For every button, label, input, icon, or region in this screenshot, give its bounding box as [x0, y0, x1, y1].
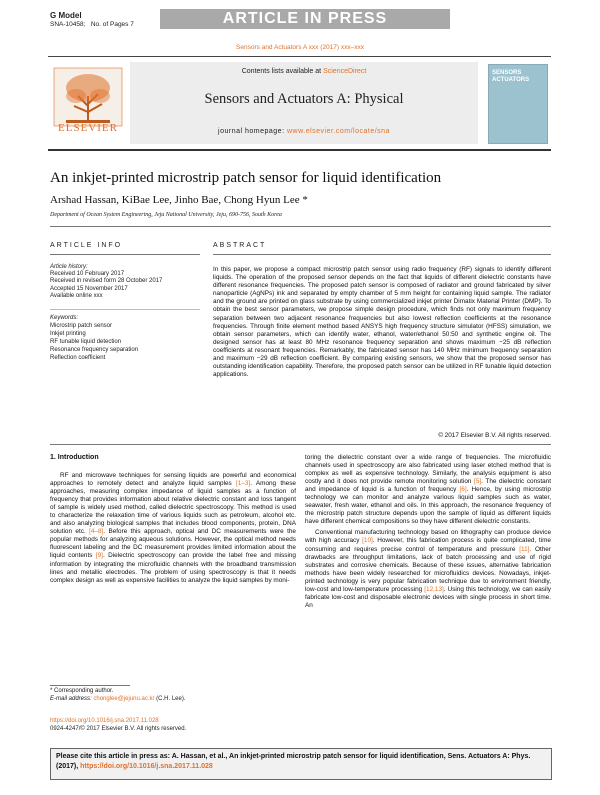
text-run: . Among these approaches, measuring complex impedance of liquid samples as a function of frequency that provides information about relative dielectric constant and loss tangent of sample is widely used method, called dielectric spectroscopy. This method is used to characterize the relaxation time of various liquids such as petroleum, alcohol etc. and also analyzing biological samples that includes blood components, protein, DNA solution etc. [50, 480, 296, 536]
page-count: No. of Pages 7 [90, 20, 134, 28]
model-label: G Model [50, 11, 82, 20]
article-title: An inkjet-printed microstrip patch sensor for liquid identification [50, 170, 442, 186]
reference-link[interactable]: [5] [474, 478, 482, 486]
author-list: Arshad Hassan, KiBae Lee, Jinho Bae, Chong Hyun Lee * [50, 194, 308, 206]
doi-block [50, 718, 310, 733]
paragraph [50, 472, 296, 585]
abstract-rule [213, 254, 551, 255]
email-suffix: (C.H. Lee). [154, 695, 186, 702]
keyword-item: RF tunable liquid detection [50, 339, 122, 345]
citation-box [50, 748, 552, 780]
text-run: toring the dielectric constant over a wide range of frequencies. The microfluidic channels used in spectroscopy are also fabricated using laser etched method that is complex as well as expensive technology. Similarly, the analysis equipment is also costly and it does not provide remote monitoring solution [305, 454, 551, 486]
affiliation: Department of Ocean System Engineering, Jeju National University, Jeju, 690-756, South Korea [50, 212, 282, 218]
paragraph [305, 529, 551, 609]
keyword-item: Microstrip patch sensor [50, 323, 113, 329]
footnote [50, 688, 310, 703]
reference-link[interactable]: [1–3] [235, 480, 251, 488]
journal-homepage [130, 128, 478, 135]
history-item: Received 10 February 2017 [50, 271, 125, 278]
cover-title-line-2: ACTUATORS [492, 76, 530, 83]
keywords-rule [50, 309, 200, 310]
reference-link[interactable]: [11] [519, 545, 530, 553]
text-run: . However, this fabrication process is quite complicated, time consuming and requires precise control of temperature and pressure [305, 537, 551, 553]
article-info-rule [50, 254, 200, 255]
body-column-right [305, 454, 551, 610]
keywords [50, 314, 200, 362]
text-run: . Before this approach, optical and DC measurements were the popular methods for analyzing aqueous solutions. However, the optical method needs fluorescent labeling and the DC measurement provides limited information about the liquid contents [50, 528, 296, 560]
sna-id: SNA-10458; [50, 20, 86, 28]
abstract-copyright: © 2017 Elsevier B.V. All rights reserved. [438, 432, 551, 439]
contents-line [130, 68, 478, 75]
history-label: Article history: [50, 264, 88, 270]
section-heading-introduction: 1. Introduction [50, 454, 99, 461]
keywords-label: Keywords: [50, 315, 79, 321]
abstract-heading: ABSTRACT [213, 242, 267, 249]
journal-title: Sensors and Actuators A: Physical [204, 91, 404, 107]
running-header [0, 0, 600, 38]
homepage-link[interactable]: www.elsevier.com/locate/sna [286, 128, 390, 135]
text-run: Conventional manufacturing technology based on lithography can produce device with high accuracy [305, 529, 551, 545]
text-run: RF and microwave techniques for sensing liquids are powerful and economical approaches to remotely detect and analyze liquid samples [50, 472, 296, 488]
text-run: . Other drawbacks are throughput limitations, lack of batch processing and use of rigid substrates and corrosive chemicals. Because of these issues, alternative fabrication methods have been widely researched for microfluidics devices. Nowadays, inkjet-printed technology is very popular fabrication technique due to environment friendly, low-cost and low-temperature processing [305, 545, 551, 593]
keyword-item: Reflection coefficient [50, 355, 106, 361]
keyword-item: Resonance frequency separation [50, 347, 139, 353]
cover-title-line-1: SENSORS [492, 70, 522, 76]
homepage-prefix: journal homepage: [218, 128, 285, 135]
article-in-press-banner: ARTICLE IN PRESS [160, 9, 450, 29]
text-run: . The dielectric constant and impedance of liquid is a function of frequency [305, 478, 551, 494]
contents-prefix: Contents lists available at [241, 68, 322, 75]
elsevier-wordmark: ELSEVIER [58, 122, 118, 134]
header-rule-bottom [48, 149, 551, 151]
reference-link[interactable]: [6] [459, 486, 467, 494]
citation-lead: Please cite this article in press as: A. Hassan, et al., An inkjet-printed microstrip patch sensor for liquid identification, Sens. Actuators A: Phys. (2017), [56, 753, 531, 770]
keyword-item: Inkjet printing [50, 331, 86, 337]
article-meta [50, 12, 134, 29]
abstract-text: In this paper, we propose a compact microstrip patch sensor using radio frequency (RF) signals to identify different liquids. The operation of the proposed sensor depends on the fact that liquids of different dielectric constants have different resonance frequencies. The proposed patch sensor is composed of radiator and ground fabricated by silver nanoparticle (AgNPs) ink and separated by empty chamber of 5 mm height for containing liquid sample. The radiator and the ground are printed on glass substrate by using commercialized inkjet printer Dimatix Material Printer (DMP). To obtain the best sensor parameters, we propose simple design procedure, which finds not only maximum frequency separation between two adjacent resonance frequencies but also lowest reflection coefficients at the resonance frequencies. Through finite element method based ANSYS high frequency structure simulator (HFSS) simulation, we obtain sensor parameters, which can identify water, ethanol, water/ethanol 50:50 and synthetic engine oil. The designed sensor has at least 80 MHz resonance frequency separation and shows maximum −25 dB reflection coefficients at resonant frequencies. Remarkably, the fabricated sensor has 140 MHz minimum frequency separation and maximum −29 dB reflection coefficient. By comparing existing sensors, we show that the proposed sensor has outstanding identification capability. Therefore, the proposed patch sensor can be utilized in RF tunable liquid detection applications. [213, 266, 551, 379]
sciencedirect-link[interactable]: ScienceDirect [323, 68, 367, 75]
text-run: . Using this technology, we can easily fabricate low-cost and disposable electronic devices with single process in short time. An [305, 585, 551, 609]
journal-header [48, 56, 551, 150]
history-item: Available online xxx [50, 292, 103, 299]
reference-link[interactable]: [10] [362, 537, 373, 545]
title-divider [50, 226, 551, 227]
abstract-bottom-rule [50, 444, 551, 445]
body-column-left [50, 472, 296, 585]
cover-title [492, 70, 529, 83]
footnote-rule [50, 685, 130, 686]
reference-link[interactable]: [12,13] [424, 585, 444, 593]
journal-citation-line[interactable]: Sensors and Actuators A xxx (2017) xxx–xxx [236, 44, 364, 51]
citation-doi-link[interactable]: https://doi.org/10.1016/j.sna.2017.11.028 [80, 762, 213, 770]
article-history [50, 264, 200, 300]
history-item: Received in revised form 28 October 2017 [50, 278, 163, 285]
text-run: . Dielectric spectroscopy can provide the label free and missing information by integrating the microfluidic channels with the broadband transmission lines and metallic electrodes. The problem of using spectroscopy is that it needs complex design as well as expensive facilities to analyze the liquid samples by moni- [50, 552, 296, 584]
history-item: Accepted 15 November 2017 [50, 285, 128, 292]
doi-link[interactable]: https://doi.org/10.1016/j.sna.2017.11.028 [50, 718, 159, 724]
issn-line: 0924-4247/© 2017 Elsevier B.V. All rights reserved. [50, 725, 187, 732]
article-info-heading: ARTICLE INFO [50, 242, 123, 249]
text-run: . Hence, by using microstrip technology we can monitor and analyze various liquid samples such as water, seawater, fresh water, ethanol and oils. In this approach, the resonance frequency of the microstrip patch structure depends upon the sample of liquid as different liquids have different chemical compositions so they have different dielectric constants. [305, 486, 551, 526]
reference-link[interactable]: [9] [95, 552, 103, 560]
journal-cover-thumbnail [488, 64, 548, 144]
email-label: E-mail address: [50, 695, 92, 702]
header-rule-top [48, 56, 551, 57]
corresponding-author-note: * Corresponding author. [50, 688, 114, 694]
reference-link[interactable]: [4–8] [89, 528, 104, 536]
email-link[interactable]: chonglee@jejunu.ac.kr [93, 695, 155, 702]
paragraph [305, 454, 551, 526]
